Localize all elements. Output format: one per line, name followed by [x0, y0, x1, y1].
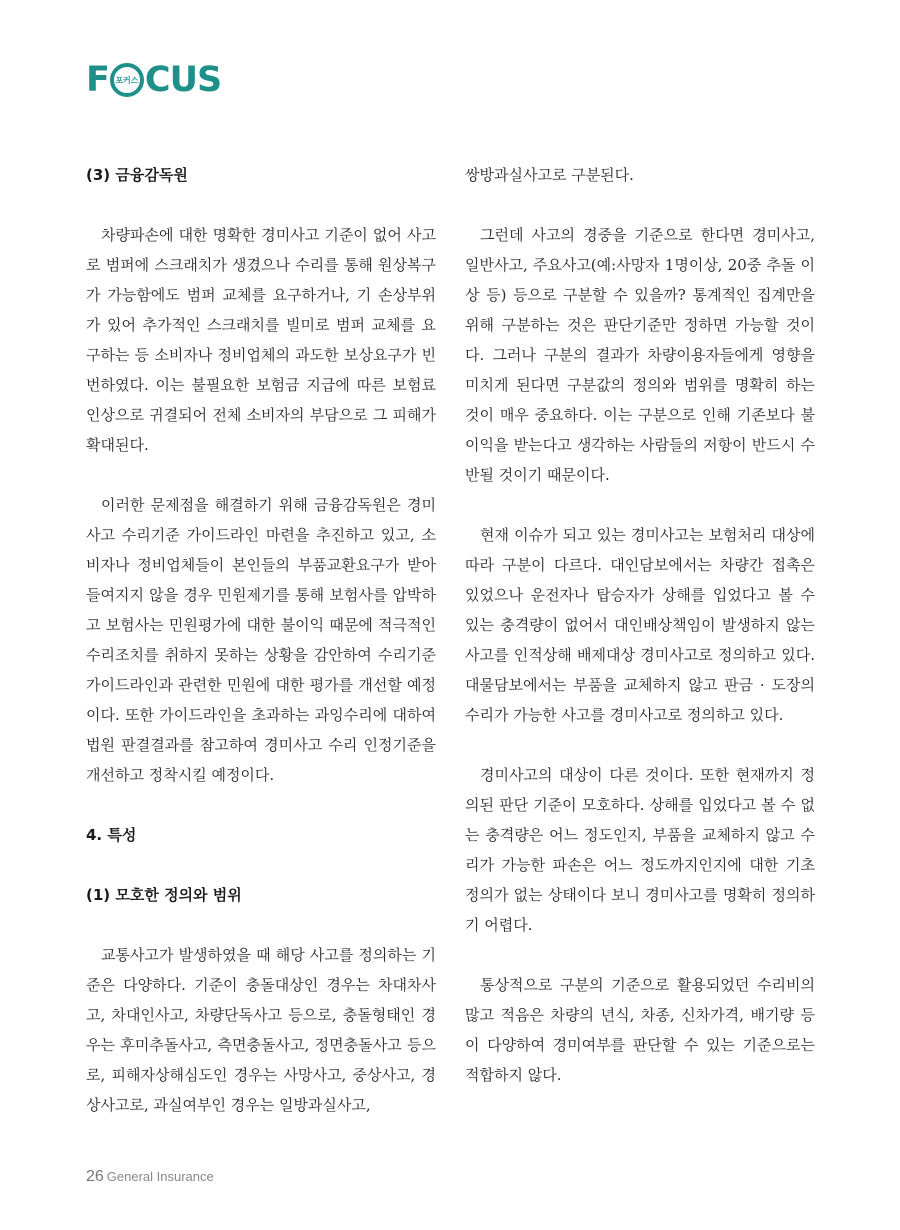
logo-inner-text: 포커스 — [115, 75, 139, 85]
logo-letters-cus: CUS — [144, 60, 222, 100]
logo-letter-f: F — [86, 60, 109, 100]
paragraph: 통상적으로 구분의 기준으로 활용되었던 수리비의 많고 적음은 차량의 년식, 차종, 신차가격, 배기량 등이 다양하여 경미여부를 판단할 수 있는 기준으로는 적합하지 않다. — [465, 976, 815, 1084]
paragraph-continuation: 쌍방과실사고로 구분된다. — [465, 166, 634, 184]
paragraph: 교통사고가 발생하였을 때 해당 사고를 정의하는 기준은 다양하다. 기준이 충돌대상인 경우는 차대차사고, 차대인사고, 차량단독사고 등으로, 충돌형태인 경우는 후미추돌사고, 측면충돌사고, 정면충돌사고 등으로, 피해자상해심도인 경우는 사망사고, 중상사고, 경상사고로, 과실여부인 경우는 일방과실사고, — [86, 946, 436, 1114]
paragraph: 현재 이슈가 되고 있는 경미사고는 보험처리 대상에 따라 구분이 다르다. 대인담보에서는 차량간 접촉은 있었으나 운전자나 탑승자가 상해를 입었다고 볼 수 있는 충격량이 없어서 대인배상책임이 발생하지 않는 사고를 인적상해 배제대상 경미사고로 정의하고 있다. 대물담보에서는 부품을 교체하지 않고 판금 · 도장의 수리가 가능한 사고를 경미사고로 정의하고 있다. — [465, 526, 815, 724]
section-heading-features: 4. 특성 — [86, 826, 137, 844]
paragraph: 이러한 문제점을 해결하기 위해 금융감독원은 경미사고 수리기준 가이드라인 마련을 추진하고 있고, 소비자나 정비업체들이 본인들의 부품교환요구가 받아들여지지 않을 경우 민원제기를 통해 보험사를 압박하고 보험사는 민원평가에 대한 불이익 때문에 적극적인 수리조치를 취하지 못하는 상황을 감안하여 수리기준 가이드라인과 관련한 민원에 대한 평가를 개선할 예정이다. 또한 가이드라인을 초과하는 과잉수리에 대하여 법원 판결결과를 참고하여 경미사고 수리 인정기준을 개선하고 정착시킬 예정이다. — [86, 496, 436, 784]
right-column — [465, 160, 815, 1090]
paragraph: 차량파손에 대한 명확한 경미사고 기준이 없어 사고로 범퍼에 스크래치가 생겼으나 수리를 통해 원상복구가 가능함에도 범퍼 교체를 요구하거나, 기 손상부위가 있어 추가적인 스크래치를 빌미로 범퍼 교체를 요구하는 등 소비자나 정비업체의 과도한 보상요구가 빈번하였다. 이는 불필요한 보험금 지급에 따른 보험료인상으로 귀결되어 전체 소비자의 부담으로 그 피해가 확대된다. — [86, 226, 436, 454]
paragraph: 경미사고의 대상이 다른 것이다. 또한 현재까지 정의된 판단 기준이 모호하다. 상해를 입었다고 볼 수 없는 충격량은 어느 정도인지, 부품을 교체하지 않고 수리가 가능한 파손은 어느 정도까지인지에 대한 기초 정의가 없는 상태이다 보니 경미사고를 명확히 정의하기 어렵다. — [465, 766, 815, 934]
logo-ring — [110, 63, 144, 97]
focus-logo — [86, 60, 221, 100]
magazine-name: General Insurance — [106, 1169, 214, 1184]
section-heading-fss: (3) 금융감독원 — [86, 166, 188, 184]
page-footer — [86, 1168, 214, 1186]
section-heading-definition: (1) 모호한 정의와 범위 — [86, 886, 242, 904]
paragraph: 그런데 사고의 경중을 기준으로 한다면 경미사고, 일반사고, 주요사고(예:사망자 1명이상, 20중 추돌 이상 등) 등으로 구분할 수 있을까? 통계적인 집계만을 위해 구분하는 것은 판단기준만 정하면 가능할 것이다. 그러나 구분의 결과가 차량이용자들에게 영향을 미치게 된다면 구분값의 정의와 범위를 명확히 하는 것이 매우 중요하다. 이는 구분으로 인해 기존보다 불이익을 받는다고 생각하는 사람들의 저항이 반드시 수반될 것이기 때문이다. — [465, 226, 815, 484]
left-column — [86, 160, 436, 1120]
page-number: 26 — [86, 1168, 104, 1185]
